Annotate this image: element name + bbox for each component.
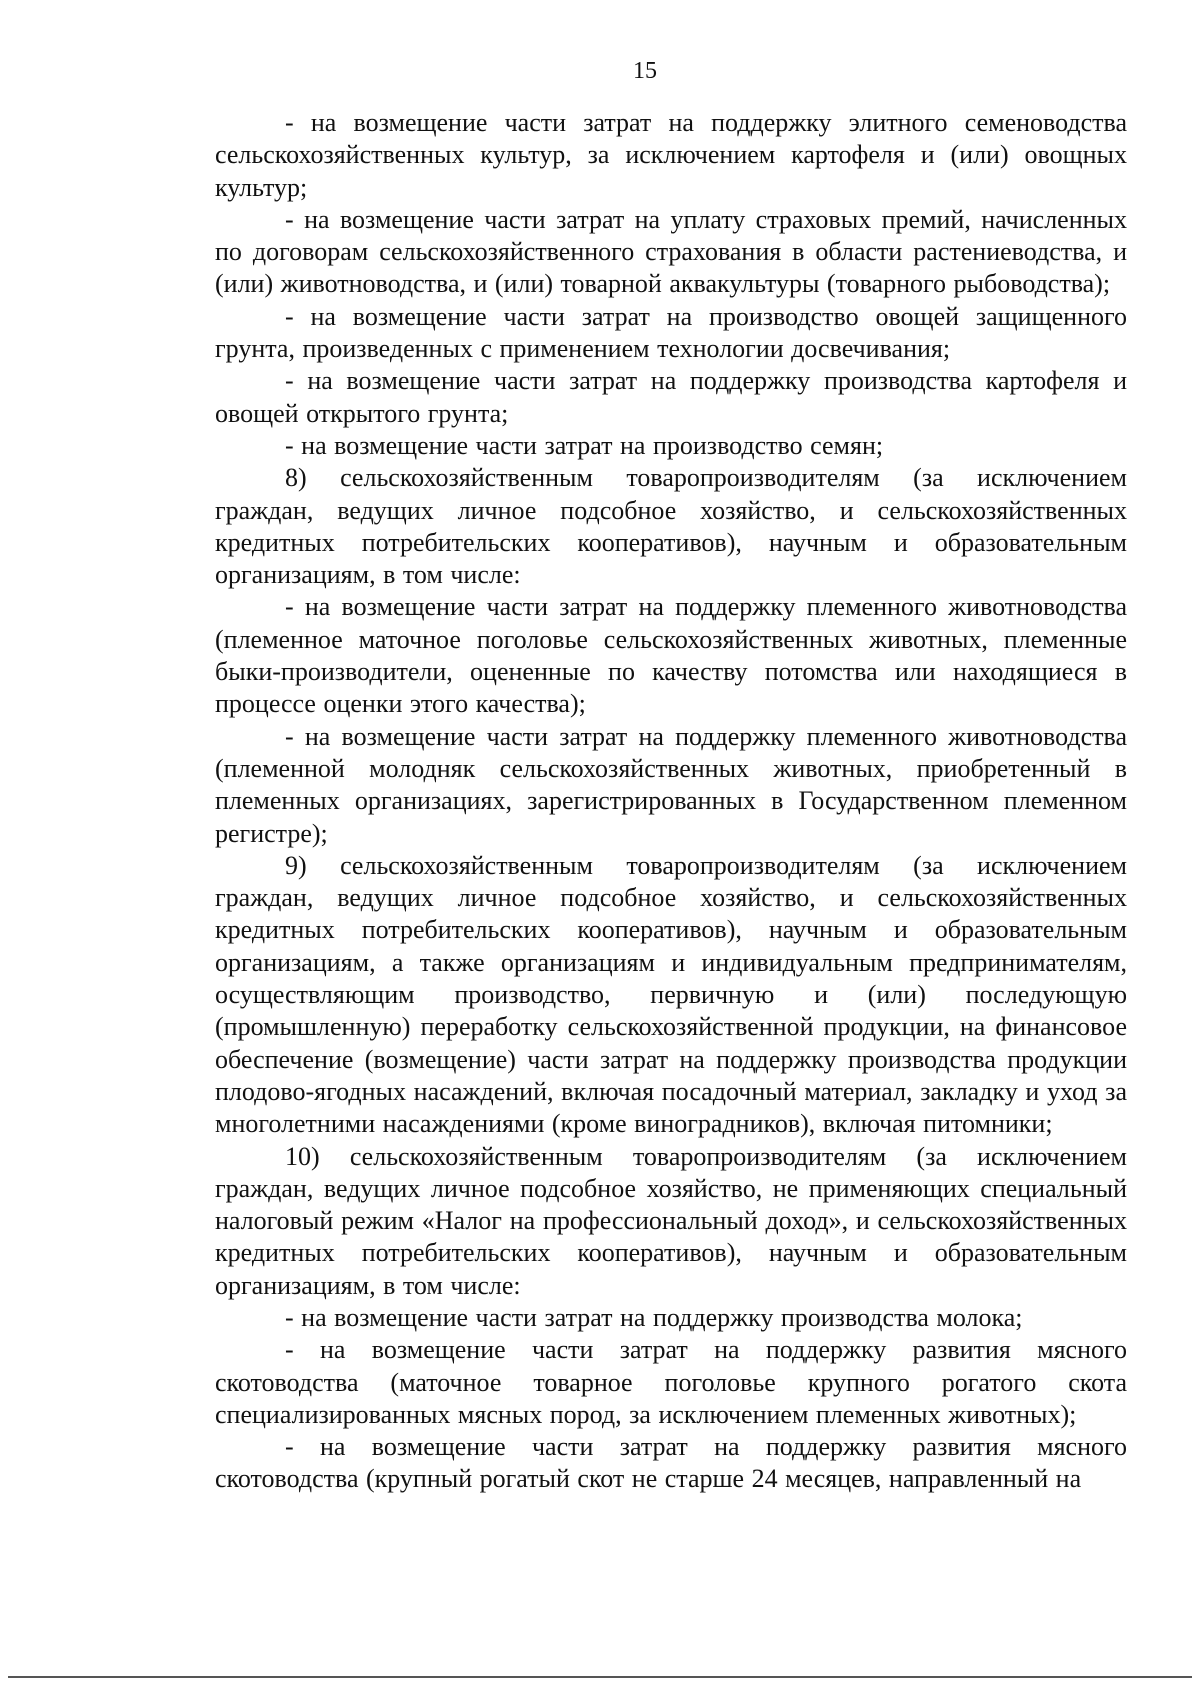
paragraph: - на возмещение части затрат на поддержку элитного семеноводства сельскохозяйственных культур, за исключением картофеля и (или) овощных культур; <box>215 108 1127 202</box>
scan-bottom-edge <box>8 1676 1192 1678</box>
paragraph: - на возмещение части затрат на поддержку развития мясного скотоводства (маточное товарное поголовье крупного рогатого скота специализированных мясных пород, за исключением племенных животных); <box>215 1335 1127 1429</box>
paragraph: - на возмещение части затрат на уплату страховых премий, начисленных по договорам сельскохозяйственного страхования в области растениеводства, и (или) животноводства, и (или) товарной аквакультуры (товарного рыбоводства); <box>215 204 1127 299</box>
paragraph: 8) сельскохозяйственным товаропроизводителям (за исключением граждан, ведущих личное подсобное хозяйство, и сельскохозяйственных кредитных потребительских кооперативов), научным и образовательным организациям, в том числе: <box>215 463 1127 590</box>
document-body <box>215 107 1127 1496</box>
paragraph: - на возмещение части затрат на поддержку племенного животноводства (племенной молодняк сельскохозяйственных животных, приобретенный в племенных организациях, зарегистрированных в Государственном племенном регистре); <box>215 721 1127 848</box>
paragraph: - на возмещение части затрат на поддержку племенного животноводства (племенное маточное поголовье сельскохозяйственных животных, племенные быки-производители, оцененные по качеству потомства или находящиеся в процессе оценки этого качества); <box>215 592 1127 719</box>
paragraph: - на возмещение части затрат на производство семян; <box>285 430 884 460</box>
paragraph: - на возмещение части затрат на поддержку производства картофеля и овощей открытого грунта; <box>215 366 1127 428</box>
paragraph: 10) сельскохозяйственным товаропроизводителям (за исключением граждан, ведущих личное подсобное хозяйство, не применяющих специальный налоговый режим «Налог на профессиональный доход», и сельскохозяйственных кредитных потребительских кооперативов), научным и образовательным организациям, в том числе: <box>215 1141 1127 1300</box>
paragraph: - на возмещение части затрат на поддержку производства молока; <box>285 1302 1023 1332</box>
page-number: 15 <box>633 58 657 84</box>
paragraph: - на возмещение части затрат на производство овощей защищенного грунта, произведенных с применением технологии досвечивания; <box>215 301 1127 364</box>
paragraph: 9) сельскохозяйственным товаропроизводителям (за исключением граждан, ведущих личное подсобное хозяйство, и сельскохозяйственных кредитных потребительских кооперативов), научным и образовательным организациям, а также организациям и индивидуальным предпринимателям, осуществляющим производство, первичную и (или) последующую (промышленную) переработку сельскохозяйственной продукции, на финансовое обеспечение (возмещение) части затрат на поддержку производства продукции плодово-ягодных насаждений, включая посадочный материал, закладку и уход за многолетними насаждениями (кроме виноградников), включая питомники; <box>215 850 1127 1139</box>
paragraph: - на возмещение части затрат на поддержку развития мясного скотоводства (крупный рогатый скот не старше 24 месяцев, направленный на <box>215 1432 1127 1494</box>
